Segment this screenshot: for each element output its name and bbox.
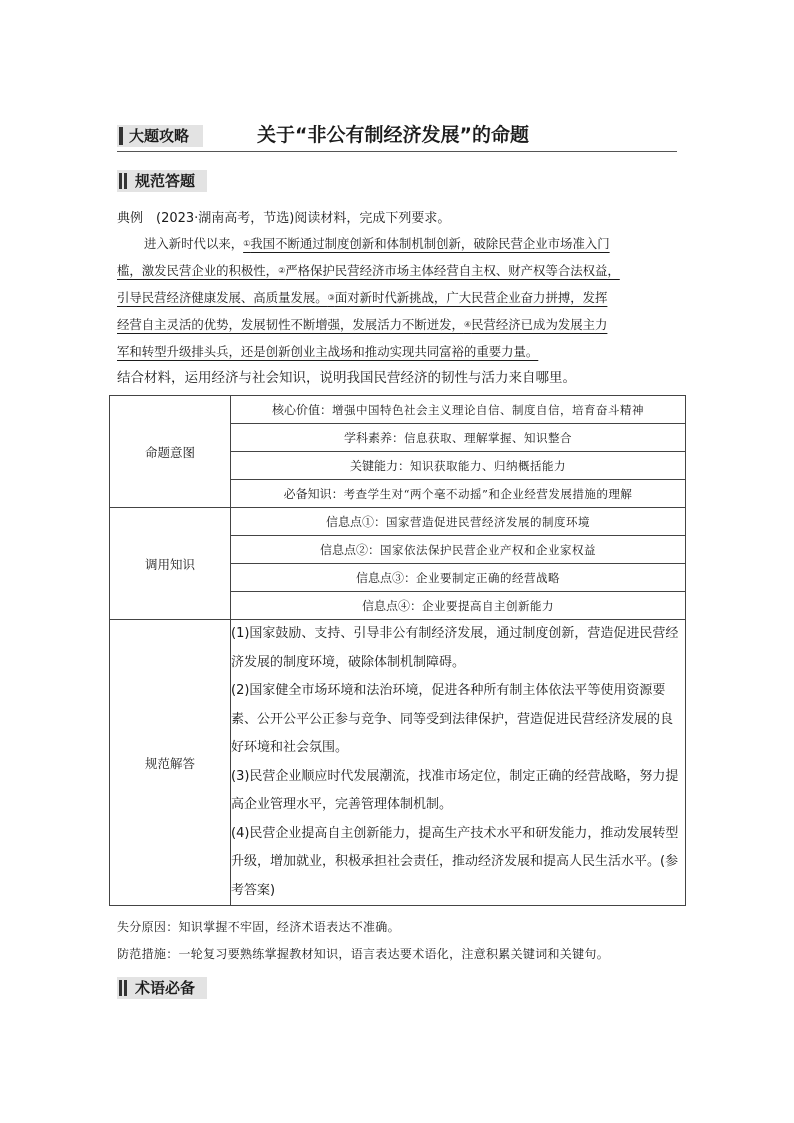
table-row xyxy=(110,508,686,536)
material-line-3: 引导民营经济健康发展、高质量发展。③面对新时代新挑战，广大民营企业奋力拼搏，发挥 xyxy=(117,290,608,305)
answer-paragraph: (3)民营企业顺应时代发展潮流，找准市场定位，制定正确的经营战略，努力提高企业管理水平，完善管理体制机制。 xyxy=(231,768,679,812)
knowledge-row: 信息点①：国家营造促进民营经济发展的制度环境 xyxy=(231,508,686,536)
header-tag xyxy=(117,125,203,147)
intent-row: 核心价值：增强中国特色社会主义理论自信、制度自信，培育奋斗精神 xyxy=(231,396,686,424)
table-row xyxy=(110,396,686,424)
material-line-5: 军和转型升级排头兵，还是创新创业主战场和推动实现共同富裕的重要力量。 xyxy=(117,344,539,359)
section-heading-terms xyxy=(117,977,207,999)
question-text: 结合材料，运用经济与社会知识，说明我国民营经济的韧性与活力来自哪里。 xyxy=(117,370,576,386)
loss-reason: 失分原因：知识掌握不牢固，经济术语表达不准确。 xyxy=(117,920,400,934)
example-intro: 典例 (2023·湖南高考，节选)阅读材料，完成下列要求。 xyxy=(117,211,451,226)
tag-bar-icon xyxy=(119,127,123,145)
category-knowledge: 调用知识 xyxy=(110,508,231,620)
material-line-4: 经营自主灵活的优势，发展韧性不断增强，发展活力不断迸发，④民营经济已成为发展主力 xyxy=(117,317,608,332)
prevention-measure: 防范措施：一轮复习要熟练掌握教材知识，语言表达要术语化，注意积累关键词和关键句。 xyxy=(117,947,610,961)
header-tag-label: 大题攻略 xyxy=(129,127,190,145)
section-marker-icon xyxy=(119,173,129,189)
section-heading-label: 术语必备 xyxy=(135,979,196,997)
header-divider xyxy=(117,151,677,152)
answer-paragraph: (4)民营企业提高自主创新能力，提高生产技术水平和研发能力，推动发展转型升级，增加就业，积极承担社会责任，推动经济发展和提高人民生活水平。(参考答案) xyxy=(231,825,679,898)
intent-row: 必备知识：考查学生对“两个毫不动摇”和企业经营发展措施的理解 xyxy=(231,480,686,508)
answer-paragraph: (1)国家鼓励、支持、引导非公有制经济发展，通过制度创新，营造促进民营经济发展的制度环境，破除体制机制障碍。 xyxy=(231,626,679,670)
intent-row: 关键能力：知识获取能力、归纳概括能力 xyxy=(231,452,686,480)
knowledge-row: 信息点③：企业要制定正确的经营战略 xyxy=(231,564,686,592)
knowledge-row: 信息点②：国家依法保护民营企业产权和企业家权益 xyxy=(231,536,686,564)
section-heading-answer xyxy=(117,170,207,192)
category-intent: 命题意图 xyxy=(110,396,231,508)
table-row xyxy=(110,620,686,906)
answer-paragraph: (2)国家健全市场环境和法治环境，促进各种所有制主体依法平等使用资源要素、公开公平公正参与竞争、同等受到法律保护，营造促进民营经济发展的良好环境和社会氛围。 xyxy=(231,683,674,755)
answer-cell xyxy=(231,620,686,906)
analysis-table xyxy=(109,395,686,906)
header xyxy=(117,121,677,151)
page-title: 关于“非公有制经济发展”的命题 xyxy=(257,124,529,146)
category-answer: 规范解答 xyxy=(110,620,231,906)
material-line-2: 槛，激发民营企业的积极性，②严格保护民营经济市场主体经营自主权、财产权等合法权益， xyxy=(117,263,620,278)
section-heading-label: 规范答题 xyxy=(135,172,196,190)
knowledge-row: 信息点④：企业要提高自主创新能力 xyxy=(231,592,686,620)
section-marker-icon xyxy=(119,980,129,996)
intent-row: 学科素养：信息获取、理解掌握、知识整合 xyxy=(231,424,686,452)
material-line-1: 进入新时代以来，①我国不断通过制度创新和体制机制创新，破除民营企业市场准入门 xyxy=(144,236,610,251)
